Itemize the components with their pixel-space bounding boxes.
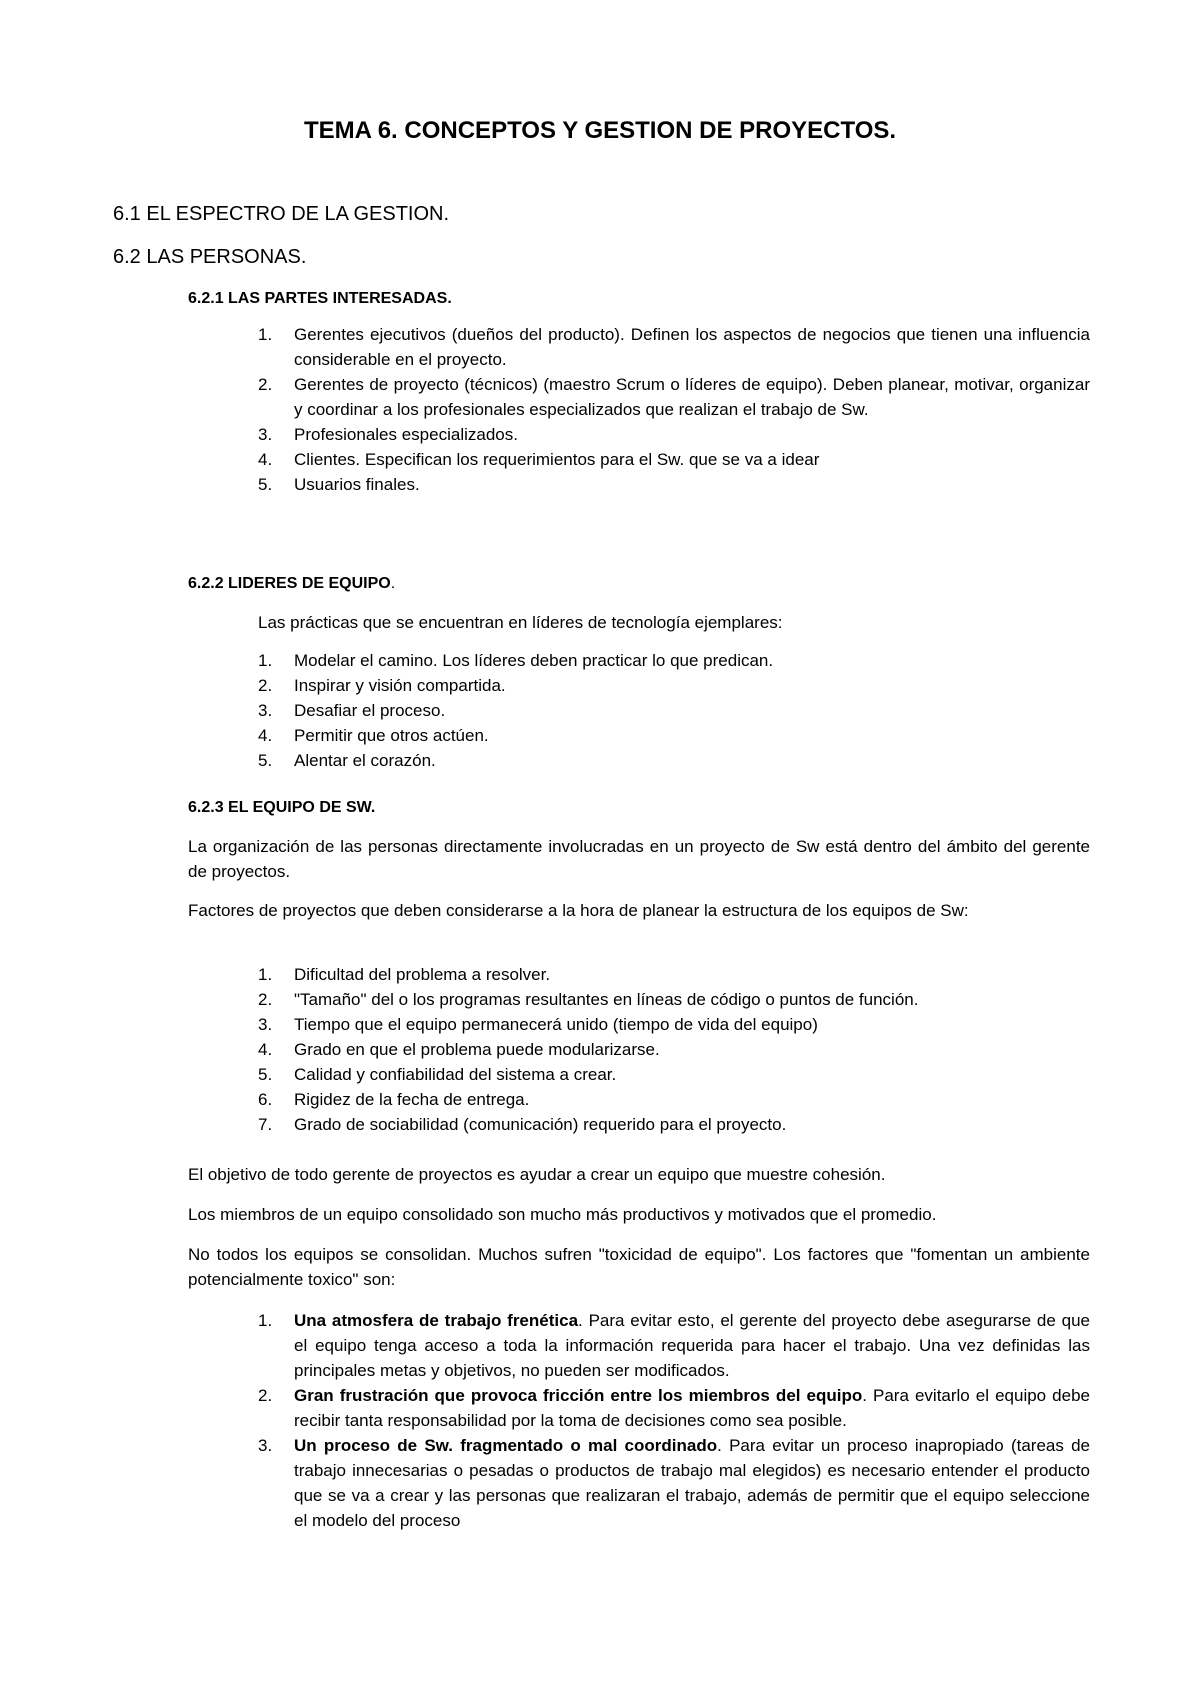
list-number: 2.	[258, 676, 273, 695]
list-item	[258, 648, 1090, 673]
list-item-text: Permitir que otros actúen.	[294, 726, 489, 745]
list-item	[258, 422, 1090, 447]
list-number: 4.	[258, 450, 273, 469]
list-item-text: Clientes. Especifican los requerimientos para el Sw. que se va a idear	[294, 450, 820, 469]
list-number: 6.	[258, 1090, 273, 1109]
subsection-heading-6-2-2	[188, 573, 395, 595]
list-item	[258, 723, 1090, 748]
subsection-heading-6-2-1: 6.2.1 LAS PARTES INTERESADAS.	[188, 290, 452, 307]
list-number: 3.	[258, 425, 273, 444]
list-number: 5.	[258, 751, 273, 770]
page-title: TEMA 6. CONCEPTOS Y GESTION DE PROYECTOS.	[303, 117, 897, 144]
list-number: 3.	[258, 1015, 273, 1034]
list-number: 3.	[258, 701, 273, 720]
list-item-text: Alentar el corazón.	[294, 751, 436, 770]
list-number: 3.	[258, 1436, 273, 1455]
leaders-practices-list	[258, 648, 1090, 773]
subsection-heading-6-2-2-label: 6.2.2 LIDERES DE EQUIPO	[188, 575, 391, 592]
list-item-text: Gerentes de proyecto (técnicos) (maestro Scrum o líderes de equipo). Deben planear, motivar, organizar y coordinar a los profesionales especializados que realizan el trabajo de Sw.	[294, 375, 1090, 419]
list-item-bold-text: Un proceso de Sw. fragmentado o mal coordinado	[294, 1436, 718, 1455]
team-paragraph-5: No todos los equipos se consolidan. Muchos sufren "toxicidad de equipo". Los factores que "fomentan un ambiente potencialmente toxico" son:	[188, 1245, 1090, 1289]
list-item	[258, 748, 1090, 773]
list-item-text: Calidad y confiabilidad del sistema a crear.	[294, 1065, 617, 1084]
team-factors-list	[258, 962, 1090, 1137]
list-item	[258, 987, 1090, 1012]
list-item-text: "Tamaño" del o los programas resultantes en líneas de código o puntos de función.	[294, 990, 919, 1009]
list-item	[258, 1037, 1090, 1062]
list-item-text: Rigidez de la fecha de entrega.	[294, 1090, 530, 1109]
list-number: 5.	[258, 475, 273, 494]
list-item-text: Desafiar el proceso.	[294, 701, 446, 720]
stakeholders-list	[258, 322, 1090, 497]
list-number: 7.	[258, 1115, 273, 1134]
section-heading-6-1: 6.1 EL ESPECTRO DE LA GESTION.	[113, 203, 450, 225]
list-number: 5.	[258, 1065, 273, 1084]
list-number: 2.	[258, 1386, 273, 1405]
list-item	[258, 1308, 1090, 1383]
section-heading-6-2-suffix: .	[300, 246, 307, 268]
list-item	[258, 962, 1090, 987]
list-item	[258, 1112, 1090, 1137]
list-item-text: Gerentes ejecutivos (dueños del producto). Definen los aspectos de negocios que tienen una influencia considerable en el proyecto.	[294, 325, 1090, 369]
list-item	[258, 698, 1090, 723]
subsection-heading-6-2-2-suffix: .	[390, 575, 396, 592]
list-item-text: Profesionales especializados.	[294, 425, 518, 444]
list-item	[258, 1087, 1090, 1112]
list-number: 4.	[258, 1040, 273, 1059]
list-item-text: Grado en que el problema puede modularizarse.	[294, 1040, 660, 1059]
list-item	[258, 372, 1090, 422]
list-item-text: . Para evitar esto, el gerente del proyecto debe asegurarse de que el equipo tenga acceso a toda la información requerida para hacer el trabajo. Una vez definidas las principales metas y objetivos, no pueden ser modificados.	[294, 1311, 1090, 1380]
list-item	[258, 673, 1090, 698]
list-item-text: Grado de sociabilidad (comunicación) requerido para el proyecto.	[294, 1115, 787, 1134]
list-item-text: Usuarios finales.	[294, 475, 420, 494]
list-item-text: . Para evitarlo el equipo debe recibir tanta responsabilidad por la toma de decisiones como sea posible.	[294, 1386, 1090, 1430]
list-item	[258, 1383, 1090, 1433]
list-item-bold-text: Gran frustración que provoca fricción entre los miembros del equipo	[294, 1386, 863, 1405]
team-paragraph-1: La organización de las personas directamente involucradas en un proyecto de Sw está dentro del ámbito del gerente de proyectos.	[188, 837, 1090, 881]
toxic-factors-list	[258, 1308, 1090, 1533]
list-item	[258, 447, 1090, 472]
subsection-heading-6-2-3: 6.2.3 EL EQUIPO DE SW.	[188, 799, 376, 816]
team-paragraph-2: Factores de proyectos que deben considerarse a la hora de planear la estructura de los equipos de Sw:	[188, 901, 969, 920]
list-item-text: Dificultad del problema a resolver.	[294, 965, 551, 984]
list-item	[258, 1062, 1090, 1087]
list-item-text: Modelar el camino. Los líderes deben practicar lo que predican.	[294, 651, 774, 670]
list-item	[258, 472, 1090, 497]
leaders-intro: Las prácticas que se encuentran en líderes de tecnología ejemplares:	[258, 613, 783, 632]
list-number: 1.	[258, 325, 273, 344]
list-number: 1.	[258, 965, 273, 984]
section-heading-6-2	[113, 244, 306, 270]
list-item-text: Inspirar y visión compartida.	[294, 676, 506, 695]
list-item	[258, 1012, 1090, 1037]
list-item-bold-text: Una atmosfera de trabajo frenética	[294, 1311, 579, 1330]
list-number: 2.	[258, 990, 273, 1009]
list-number: 4.	[258, 726, 273, 745]
list-item-text: Tiempo que el equipo permanecerá unido (tiempo de vida del equipo)	[294, 1015, 818, 1034]
list-item	[258, 322, 1090, 372]
team-paragraph-3: El objetivo de todo gerente de proyectos es ayudar a crear un equipo que muestre cohesión.	[188, 1165, 886, 1184]
list-number: 1.	[258, 1311, 273, 1330]
section-heading-6-2-label: 6.2 LAS PERSONAS	[113, 246, 301, 268]
list-number: 1.	[258, 651, 273, 670]
list-item-text: . Para evitar un proceso inapropiado (tareas de trabajo innecesarias o pesadas o productos de trabajo mal elegidos) es necesario entender el producto que se va a crear y las personas que realizaran el trabajo, además de permitir que el equipo seleccione el modelo del proceso	[294, 1436, 1090, 1530]
team-paragraph-4: Los miembros de un equipo consolidado son mucho más productivos y motivados que el promedio.	[188, 1205, 937, 1224]
list-item	[258, 1433, 1090, 1533]
list-number: 2.	[258, 375, 273, 394]
